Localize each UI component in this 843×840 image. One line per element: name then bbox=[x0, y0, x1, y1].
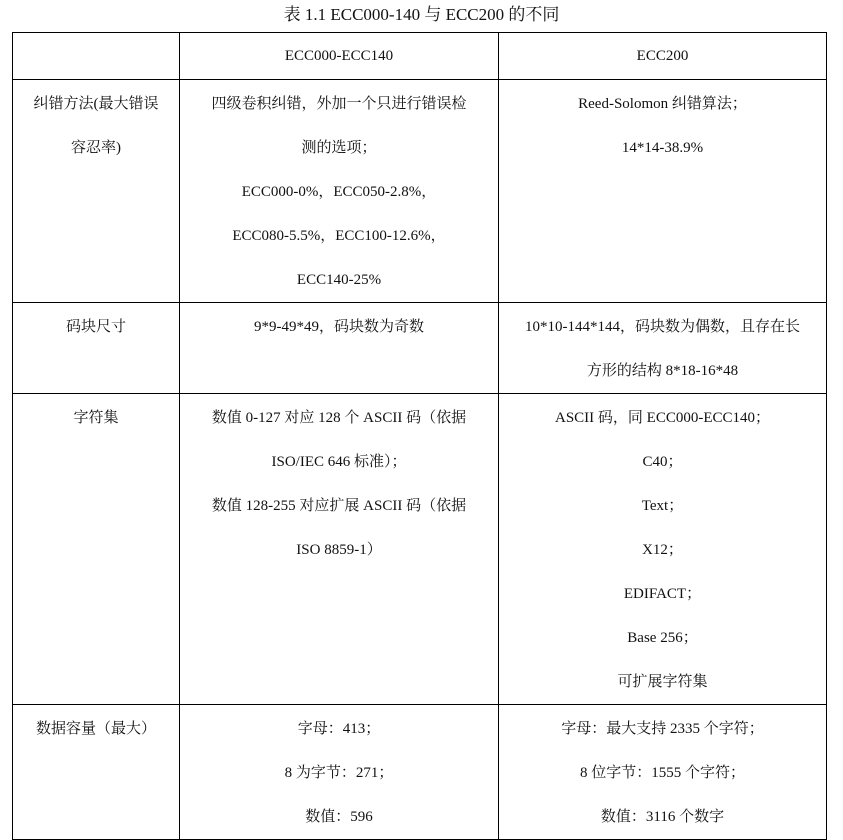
cell-line: 数值：3116 个数字 bbox=[600, 809, 725, 825]
cell-line: 字母：最大支持 2335 个字符； bbox=[561, 721, 764, 737]
cell-line: 数据容量（最大） bbox=[35, 721, 156, 737]
table-row bbox=[13, 705, 827, 840]
cell-line: Reed-Solomon 纠错算法； bbox=[578, 96, 747, 112]
ecc200-cell bbox=[499, 80, 827, 303]
header-cell-ecc200 bbox=[499, 33, 827, 80]
cell-line: ECC000-0%，ECC050-2.8%， bbox=[241, 184, 437, 200]
cell-line: C40； bbox=[642, 454, 683, 470]
cell-line: 字母：413； bbox=[297, 721, 381, 737]
cell-line: 纠错方法(最大错误 bbox=[33, 96, 159, 112]
cell-line: 码块尺寸 bbox=[65, 319, 126, 335]
cell-line: 数值：596 bbox=[305, 809, 373, 825]
header-label bbox=[13, 33, 179, 79]
ecc200-cell bbox=[499, 303, 827, 394]
cell-line: 数值 128-255 对应扩展 ASCII 码（依据 bbox=[211, 498, 467, 514]
cell-line: 方形的结构 8*18-16*48 bbox=[586, 363, 739, 379]
ecc000-cell bbox=[180, 80, 499, 303]
cell-line: 10*10-144*144，码块数为偶数，且存在长 bbox=[525, 319, 800, 335]
row-label-cell bbox=[13, 705, 180, 840]
table-row bbox=[13, 394, 827, 705]
table-row bbox=[13, 80, 827, 303]
header-label: ECC200 bbox=[636, 48, 689, 64]
cell-line: ASCII 码，同 ECC000-ECC140； bbox=[554, 410, 770, 426]
cell-line: 8 为字节：271； bbox=[284, 765, 394, 781]
cell-line: 字符集 bbox=[73, 410, 119, 426]
table-row bbox=[13, 303, 827, 394]
cell-line: Base 256； bbox=[627, 630, 698, 646]
row-label-cell bbox=[13, 303, 180, 394]
cell-line: 数值 0-127 对应 128 个 ASCII 码（依据 bbox=[211, 410, 467, 426]
cell-line: 容忍率) bbox=[71, 140, 121, 156]
row-label-cell bbox=[13, 394, 180, 705]
table-caption: 表 1.1 ECC000-140 与 ECC200 的不同 bbox=[283, 5, 560, 24]
cell-line: EDIFACT； bbox=[623, 586, 702, 602]
cell-line: ECC080-5.5%，ECC100-12.6%， bbox=[232, 228, 446, 244]
header-cell-empty bbox=[13, 33, 180, 80]
ecc000-cell bbox=[180, 394, 499, 705]
cell-line: ISO/IEC 646 标准）； bbox=[271, 454, 407, 470]
cell-line: ISO 8859-1） bbox=[296, 542, 382, 558]
cell-line: 测的选项； bbox=[301, 140, 377, 156]
ecc000-cell bbox=[180, 303, 499, 394]
cell-line: X12； bbox=[642, 542, 683, 558]
header-label: ECC000-ECC140 bbox=[284, 48, 394, 64]
ecc000-cell bbox=[180, 705, 499, 840]
row-label-cell bbox=[13, 80, 180, 303]
cell-line: ECC140-25% bbox=[296, 272, 382, 288]
cell-line: Text； bbox=[641, 498, 684, 514]
ecc200-cell bbox=[499, 705, 827, 840]
ecc200-cell bbox=[499, 394, 827, 705]
header-cell-ecc000 bbox=[180, 33, 499, 80]
cell-line: 9*9-49*49，码块数为奇数 bbox=[254, 319, 424, 335]
header-row bbox=[13, 33, 827, 80]
cell-line: 四级卷积纠错，外加一个只进行错误检 bbox=[211, 96, 467, 112]
comparison-table bbox=[12, 32, 827, 840]
cell-line: 8 位字节：1555 个字符； bbox=[579, 765, 745, 781]
cell-line: 14*14-38.9% bbox=[621, 140, 704, 156]
cell-line: 可扩展字符集 bbox=[617, 674, 708, 690]
